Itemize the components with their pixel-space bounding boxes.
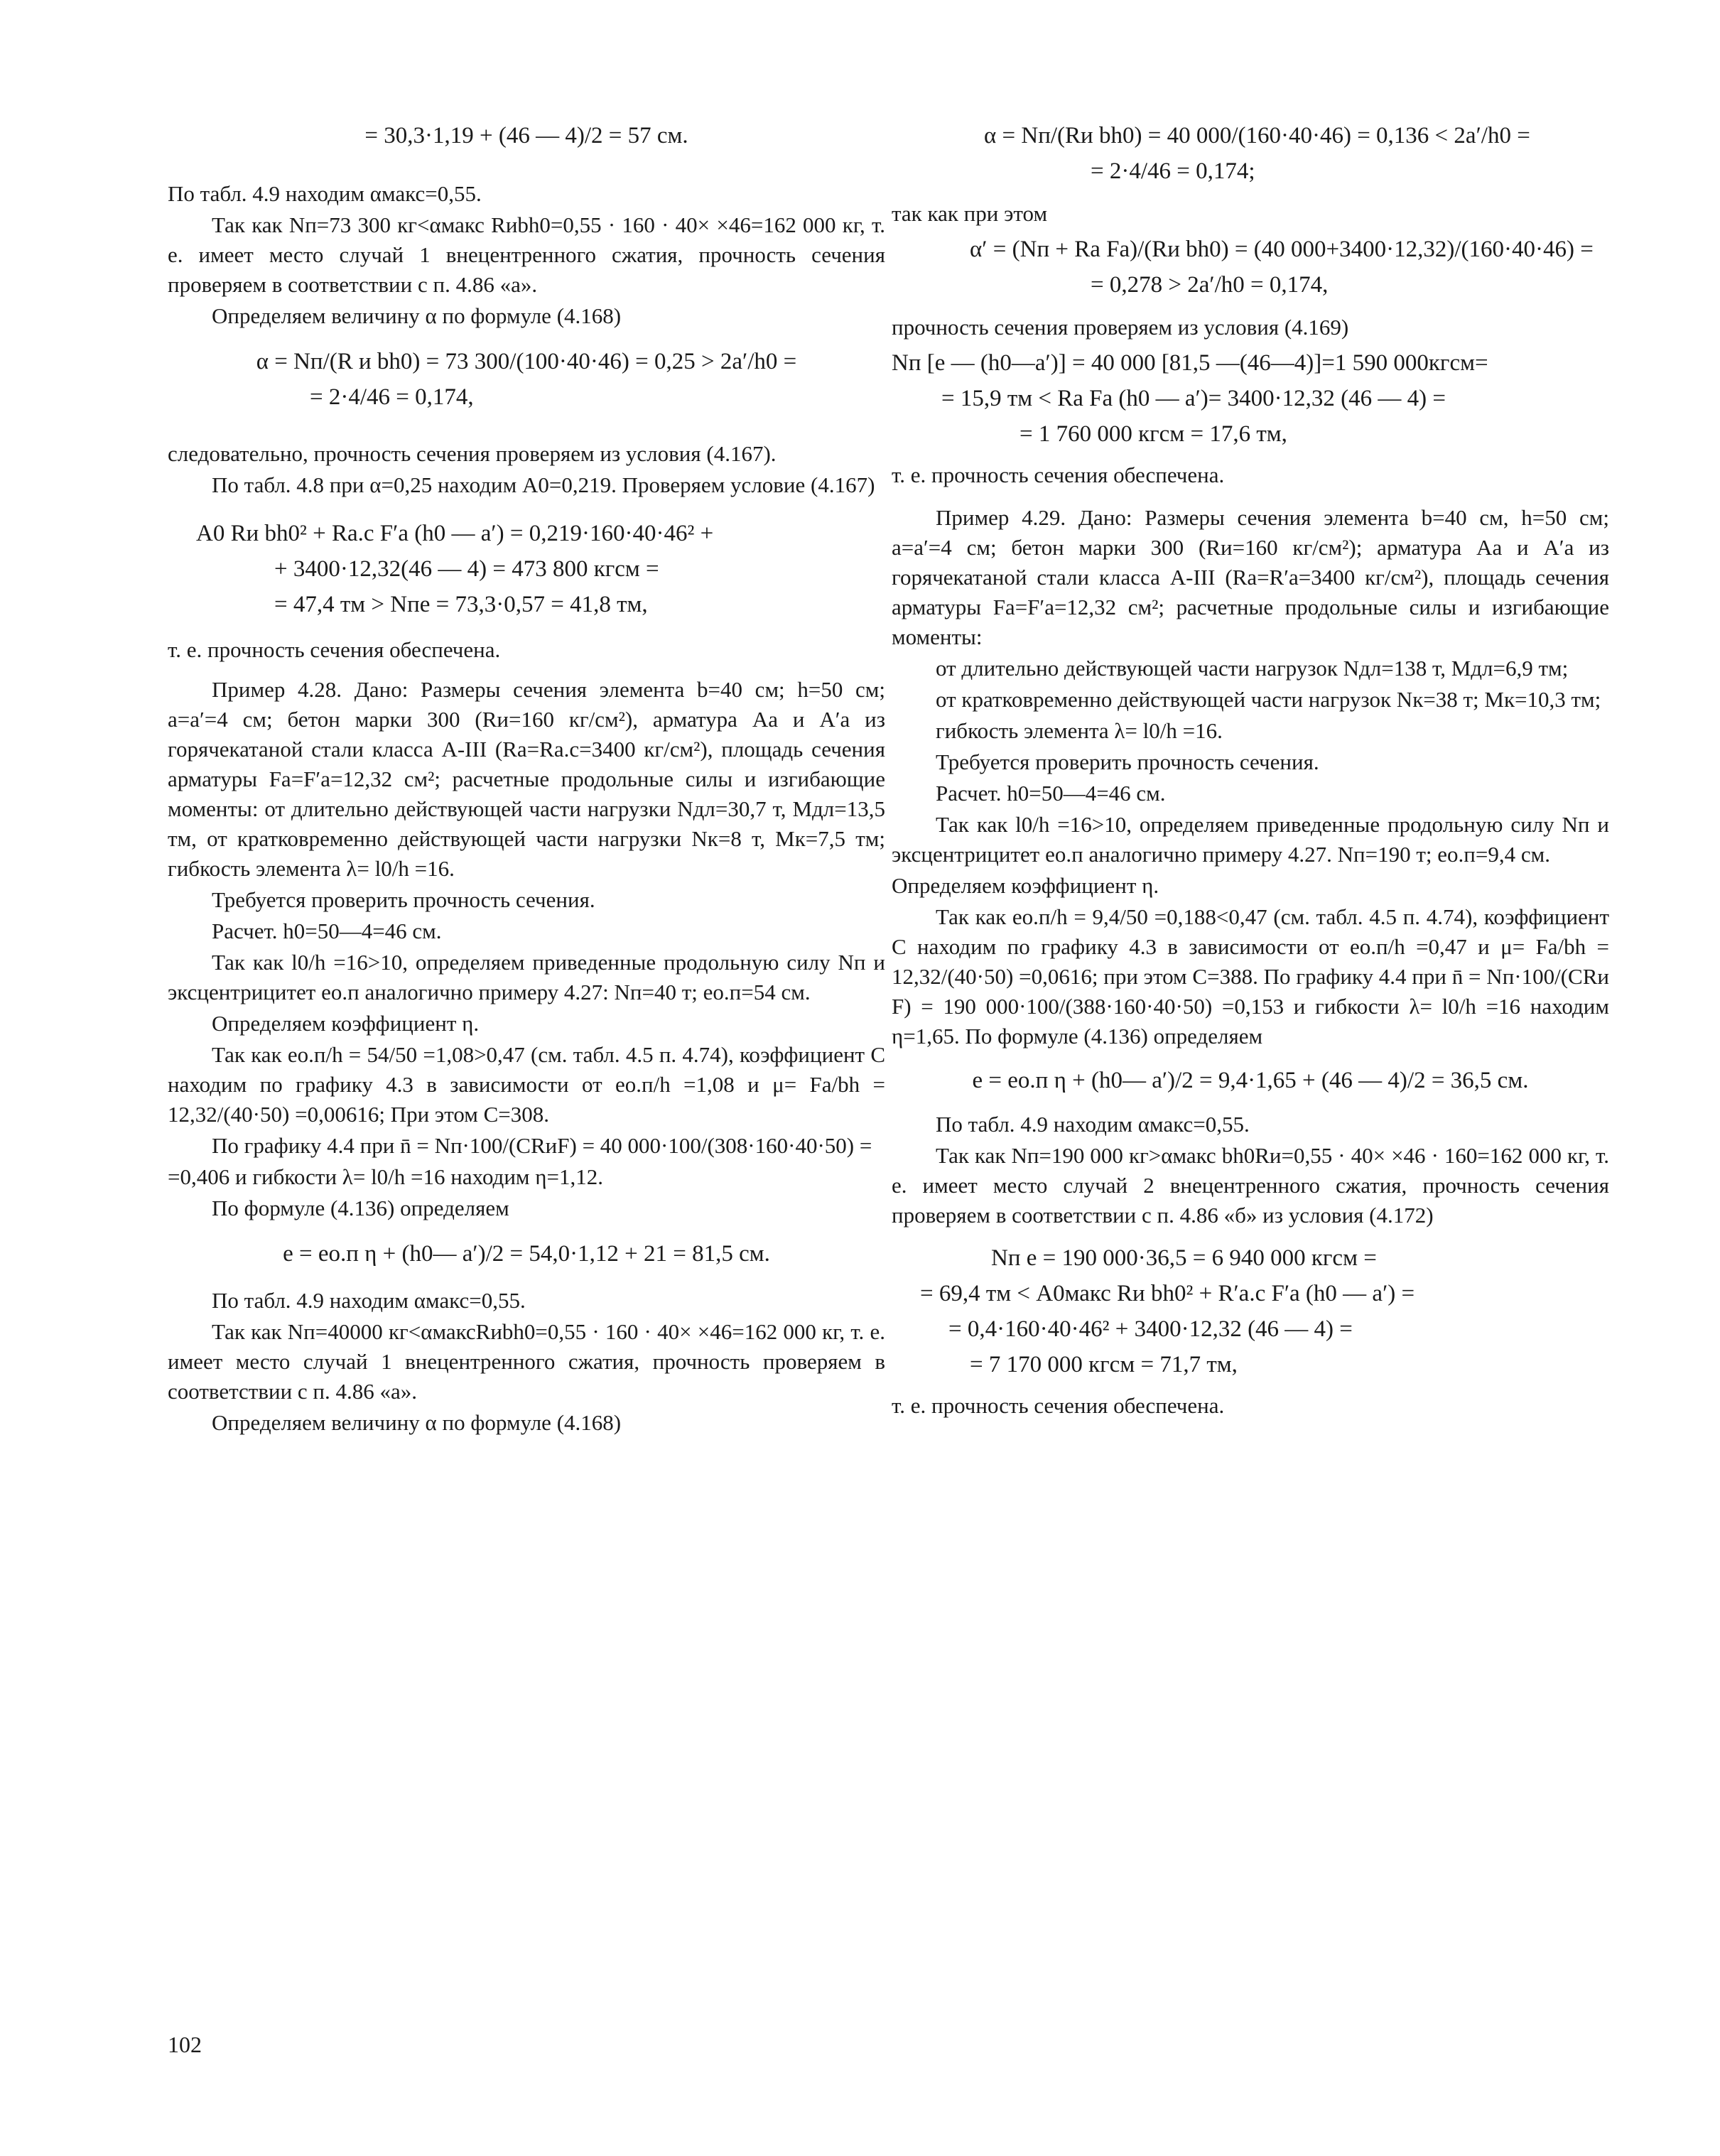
paragraph: Так как Nп=73 300 кг<αмакс Rиbh0=0,55 · 160 · 40× ×46=162 000 кг, т. е. имеет место случай 1 внецентренного сжатия, прочность сечения проверяем в соответствии с п. 4.86 «а». bbox=[168, 212, 885, 297]
right-column bbox=[892, 121, 1609, 1422]
paragraph: от кратковременно действующей части нагрузок Nк=38 т; Mк=10,3 тм; bbox=[936, 687, 1601, 712]
paragraph: Так как l0/h =16>10, определяем приведенные продольную силу Nп и эксцентрицитет eо.п аналогично примеру 4.27: Nп=40 т; eо.п=54 см. bbox=[168, 950, 885, 1004]
paragraph: следовательно, прочность сечения проверяем из условия (4.167). bbox=[168, 441, 777, 466]
paragraph: Так как Nп=40000 кг<αмаксRиbh0=0,55 · 160 · 40× ×46=162 000 кг, т. е. имеет место случай 1 внецентренного сжатия, прочность проверяем в соответствии с п. 4.86 «а». bbox=[168, 1319, 885, 1404]
paragraph: Требуется проверить прочность сечения. bbox=[936, 749, 1319, 774]
paragraph: Так как eо.п/h = 9,4/50 =0,188<0,47 (см. табл. 4.5 п. 4.74), коэффициент C находим по графику 4.3 в зависимости от eо.п/h =0,47 и μ= Fа/bh = 12,32/(40·50) =0,0616; при этом C=388. По графику 4.4 при n̄ = Nп·100/(CRи F) = 190 000·100/(388·160·40·50) =0,153 и гибкости λ= l0/h =16 находим η=1,65. По формуле (4.136) определяем bbox=[892, 904, 1609, 1049]
paragraph: гибкость элемента λ= l0/h =16. bbox=[936, 718, 1223, 743]
paragraph: =0,406 и гибкости λ= l0/h =16 находим η=1,12. bbox=[168, 1164, 603, 1189]
formula: = 47,4 тм > Nпe = 73,3·0,57 = 41,8 тм, bbox=[274, 592, 648, 617]
paragraph: Так как Nп=190 000 кг>αмакс bh0Rи=0,55 · 40× ×46 · 160=162 000 кг, т. е. имеет место случай 2 внецентренного сжатия, прочность сечения проверяем в соответствии с п. 4.86 «б» из условия (4.172) bbox=[892, 1143, 1609, 1228]
paragraph: Расчет. h0=50—4=46 см. bbox=[936, 781, 1166, 806]
formula: = 15,9 тм < Rа Fа (h0 — a′)= 3400·12,32 (46 — 4) = bbox=[941, 386, 1446, 411]
paragraph: Требуется проверить прочность сечения. bbox=[212, 887, 595, 912]
formula: = 7 170 000 кгсм = 71,7 тм, bbox=[970, 1352, 1238, 1377]
formula: = 2·4/46 = 0,174, bbox=[310, 384, 474, 410]
formula: e = eо.п η + (h0— a′)/2 = 9,4·1,65 + (46 — 4)/2 = 36,5 см. bbox=[972, 1068, 1529, 1093]
paragraph: По табл. 4.9 находим αмакс=0,55. bbox=[936, 1112, 1250, 1137]
formula: + 3400·12,32(46 — 4) = 473 800 кгсм = bbox=[274, 556, 659, 582]
paragraph: от длительно действующей части нагрузок Nдл=138 т, Mдл=6,9 тм; bbox=[936, 656, 1569, 681]
paragraph: прочность сечения проверяем из условия (4.169) bbox=[892, 315, 1349, 340]
paragraph: т. е. прочность сечения обеспечена. bbox=[168, 637, 501, 662]
formula: = 30,3·1,19 + (46 — 4)/2 = 57 см. bbox=[364, 123, 688, 148]
formula: α = Nп/(R и bh0) = 73 300/(100·40·46) = 0,25 > 2a′/h0 = bbox=[256, 349, 797, 374]
formula: = 69,4 тм < A0макс Rи bh0² + R′а.с F′а (h0 — a′) = bbox=[920, 1281, 1415, 1306]
formula: Nп e = 190 000·36,5 = 6 940 000 кгсм = bbox=[991, 1245, 1377, 1271]
paragraph: так как при этом bbox=[892, 201, 1048, 226]
formula: = 0,278 > 2a′/h0 = 0,174, bbox=[1091, 272, 1329, 298]
formula: = 2·4/46 = 0,174; bbox=[1091, 158, 1255, 184]
page-number: 102 bbox=[168, 2032, 202, 2057]
formula: Nп [e — (h0—a′)] = 40 000 [81,5 —(46—4)]=1 590 000кгсм= bbox=[892, 350, 1488, 376]
paragraph: По графику 4.4 при n̄ = Nп·100/(CRиF) = 40 000·100/(308·160·40·50) = bbox=[212, 1133, 872, 1158]
paragraph: Пример 4.29. Дано: Размеры сечения элемента b=40 см, h=50 см; a=a′=4 см; бетон марки 300 (Rи=160 кг/см²); арматура Aа и A′а из горячекатаной стали класса A-III (Rа=R′а=3400 кг/см²), площадь сечения арматуры Fа=F′а=12,32 см²; расчетные продольные силы и изгибающие моменты: bbox=[892, 505, 1609, 649]
left-column bbox=[168, 121, 885, 1439]
formula: α = Nп/(Rи bh0) = 40 000/(160·40·46) = 0,136 < 2a′/h0 = bbox=[984, 123, 1530, 148]
paragraph: По формуле (4.136) определяем bbox=[212, 1196, 509, 1220]
paragraph: По табл. 4.8 при α=0,25 находим A0=0,219. Проверяем условие (4.167) bbox=[212, 472, 875, 497]
paragraph: По табл. 4.9 находим αмакс=0,55. bbox=[168, 181, 482, 206]
paragraph: Расчет. h0=50—4=46 см. bbox=[212, 919, 442, 943]
paragraph: Так как eо.п/h = 54/50 =1,08>0,47 (см. табл. 4.5 п. 4.74), коэффициент C находим по графику 4.3 в зависимости от eо.п/h =1,08 и μ= Fа/bh = 12,32/(40·50) =0,00616; При этом C=308. bbox=[168, 1042, 885, 1127]
paragraph: По табл. 4.9 находим αмакс=0,55. bbox=[212, 1288, 526, 1313]
formula: α′ = (Nп + Rа Fа)/(Rи bh0) = (40 000+3400·12,32)/(160·40·46) = bbox=[970, 237, 1594, 262]
paragraph: Определяем коэффициент η. bbox=[212, 1011, 480, 1036]
paragraph: т. е. прочность сечения обеспечена. bbox=[892, 462, 1225, 487]
paragraph: Определяем величину α по формуле (4.168) bbox=[212, 303, 622, 328]
formula: = 1 760 000 кгсм = 17,6 тм, bbox=[1019, 421, 1287, 447]
paragraph: т. е. прочность сечения обеспечена. bbox=[892, 1393, 1225, 1418]
paragraph: Пример 4.28. Дано: Размеры сечения элемента b=40 см; h=50 см; a=a′=4 см; бетон марки 300 (Rи=160 кг/см²), арматура Aа и A′а из горячекатаной стали класса A-III (Rа=Rа.с=3400 кг/см²), площадь сечения арматуры Fа=F′а=12,32 см²; расчетные продольные силы и изгибающие моменты: от длительно действующей части нагрузки Nдл=30,7 т, Mдл=13,5 тм, от кратковременно действующей части нагрузки Nк=8 т, Mк=7,5 тм; гибкость элемента λ= l0/h =16. bbox=[168, 677, 885, 881]
formula: e = eо.п η + (h0— a′)/2 = 54,0·1,12 + 21 = 81,5 см. bbox=[283, 1241, 770, 1267]
paragraph: Определяем величину α по формуле (4.168) bbox=[212, 1410, 622, 1435]
paragraph: Так как l0/h =16>10, определяем приведенные продольную силу Nп и эксцентрицитет eо.п аналогично примеру 4.27. Nп=190 т; eо.п=9,4 см. bbox=[892, 812, 1609, 867]
paragraph: Определяем коэффициент η. bbox=[892, 873, 1159, 898]
formula: = 0,4·160·40·46² + 3400·12,32 (46 — 4) = bbox=[948, 1316, 1353, 1342]
formula: A0 Rи bh0² + Rа.с F′а (h0 — a′) = 0,219·160·40·46² + bbox=[196, 521, 714, 546]
